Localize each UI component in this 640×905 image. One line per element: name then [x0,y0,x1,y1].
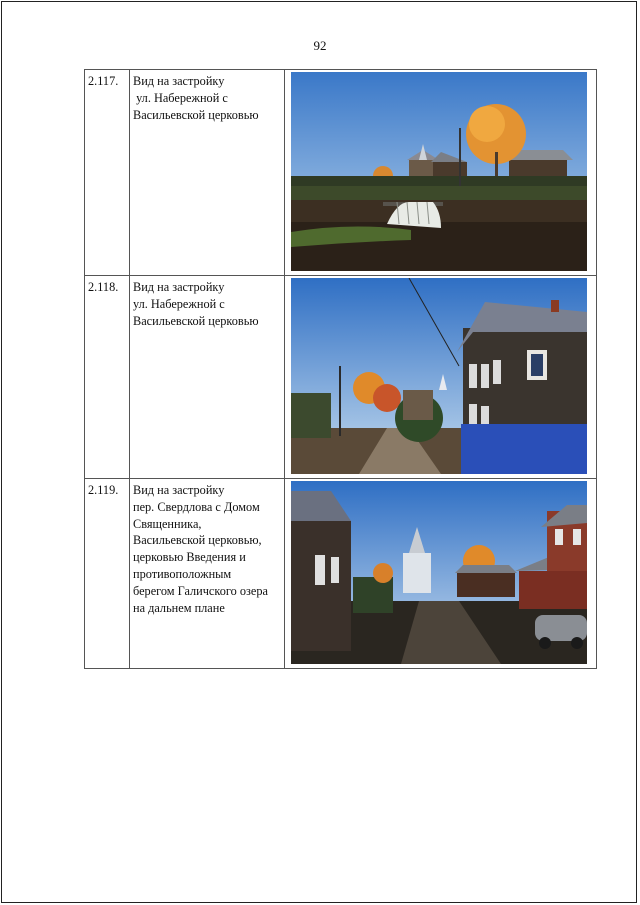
row-number: 2.119. [85,479,130,669]
page-number: 92 [313,38,327,53]
row-number: 2.117. [85,70,130,276]
table-row [85,70,597,276]
row-description: Вид на застройку ул. Набережной с Васильевской церковью [130,276,285,479]
table-row [85,479,597,669]
table-row [85,276,597,479]
row-photo-cell [285,479,597,669]
row-photo-cell [285,276,597,479]
photo-street-view-1 [291,72,587,271]
object-table [84,69,597,669]
row-description: Вид на застройку ул. Набережной с Васильевской церковью [130,70,285,276]
row-number: 2.118. [85,276,130,479]
row-photo-cell [285,70,597,276]
photo-street-view-2 [291,278,587,474]
photo-street-view-3 [291,481,587,664]
row-description: Вид на застройку пер. Свердлова с Домом Священника, Васильевской церковью, церковью Введения и противоположным берегом Галичского озера на дальнем плане [130,479,285,669]
